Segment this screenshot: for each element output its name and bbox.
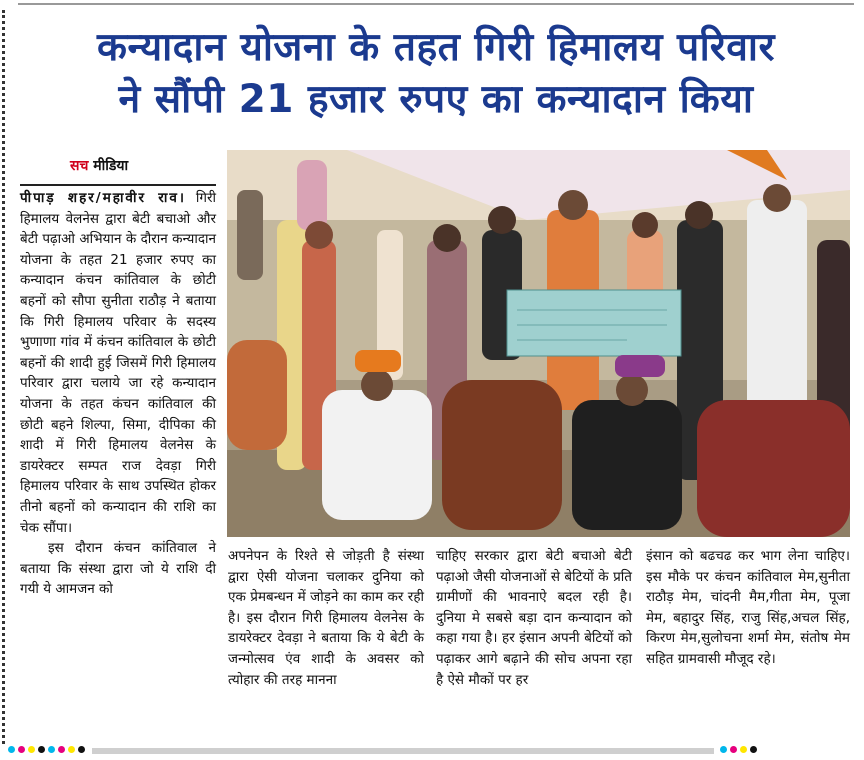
print-registration-marks-left bbox=[8, 746, 85, 756]
registration-dot bbox=[78, 746, 85, 753]
news-photo bbox=[227, 150, 850, 537]
registration-dot bbox=[28, 746, 35, 753]
top-rule bbox=[18, 3, 854, 5]
registration-dot bbox=[750, 746, 757, 753]
registration-dot bbox=[48, 746, 55, 753]
headline-line-2: ने सौंपी 21 हजार रुपए का कन्यादान किया bbox=[118, 77, 754, 122]
registration-dot bbox=[68, 746, 75, 753]
headline-line-1: कन्यादान योजना के तहत गिरी हिमालय परिवार bbox=[97, 25, 775, 70]
byline-rest: मीडिया bbox=[88, 158, 129, 174]
registration-dot bbox=[38, 746, 45, 753]
registration-dot bbox=[730, 746, 737, 753]
article-column-2 bbox=[228, 546, 424, 690]
article-column-3 bbox=[436, 546, 632, 690]
headline bbox=[20, 22, 852, 126]
column4-text: इंसान को बढचढ कर भाग लेना चाहिए।इस मौके पर कंचन कांतिवाल मेम,सुनीता राठौड़ मेम, चांदनी मैम,गीता मेम, पूजा मेम, बहादुर सिंह, राजु सिंह,अचल सिंह, किरण मेम,सुलोचना शर्मा मेम, संतोष मेम सहित ग्रामवासी मौजूद रहे। bbox=[646, 548, 850, 667]
dateline: पीपाड़ शहर/महावीर राव। bbox=[20, 190, 186, 206]
registration-dot bbox=[720, 746, 727, 753]
byline-brand: सच bbox=[70, 158, 89, 174]
column1-paragraph-1: गिरी हिमालय वेलनेस द्वारा बेटी बचाओ और बेटी पढ़ाओ अभियान के दौरान कन्यादान योजना के तहत 21 हजार रुपए का कन्यादान कंचन कांतिवाल के छोटी बहनों को सौपा सुनीता राठौड़ ने बताया कि गिरी हिमालय परिवार के सदस्य भुणाणा गांव में कंचन कांतिवाल के छोटी बहनों की शादी हुई जिसमें गिरी हिमालय परिवार द्वारा चलाये जा रहे कन्यादान योजना के तहत कंचन कांतिवाल की छोटी बहने शिल्पा, सिमा, दीपिका की शादी में गिरी हिमालय वेलनेस के डायरेक्टर सम्पत राज देवड़ा गिरी हिमालय परिवार के साथ उपस्थित होकर तीनो बहनों को कन्यादान की राशि का चेक सौंपा। bbox=[20, 190, 217, 536]
column3-text: चाहिए सरकार द्वारा बेटी बचाओ बेटी पढ़ाओ जैसी योजनाओं से बेटियों के प्रति ग्रामीणों की भावनाऐ बदल रही है। दुनिया मे सबसे बड़ा दान कन्यादान को कहा गया है। हर इंसान अपनी बेटियों को पढ़ाकर आगे बढ़ाने की सोच अपना रहा है ऐसे मौकों पर हर bbox=[436, 548, 632, 688]
print-footer-strip bbox=[92, 748, 714, 754]
column1-paragraph-2: इस दौरान कंचन कांतिवाल ने बताया कि संस्था द्वारा जो ये राशि दी गयी ये आमजन को bbox=[20, 540, 216, 598]
registration-dot bbox=[8, 746, 15, 753]
column2-text: अपनेपन के रिश्ते से जोड़ती है संस्था द्वारा ऐसी योजना चलाकर दुनिया को एक प्रेमबन्धन में जोड़ने का काम कर रही है। इस दौरान गिरी हिमालय वेलनेस के डायरेक्टर देवड़ा ने बताया कि ये बेटी के जन्मोत्सव एंव शादी के अवसर को त्योहार की तरह मानना bbox=[228, 548, 424, 688]
registration-dot bbox=[740, 746, 747, 753]
left-dotted-border bbox=[2, 10, 5, 744]
article-column-4 bbox=[646, 546, 850, 670]
byline bbox=[70, 156, 128, 175]
print-registration-marks-right bbox=[720, 746, 757, 756]
registration-dot bbox=[18, 746, 25, 753]
article-column-1 bbox=[20, 184, 216, 600]
registration-dot bbox=[58, 746, 65, 753]
photo-illustration bbox=[227, 150, 850, 537]
